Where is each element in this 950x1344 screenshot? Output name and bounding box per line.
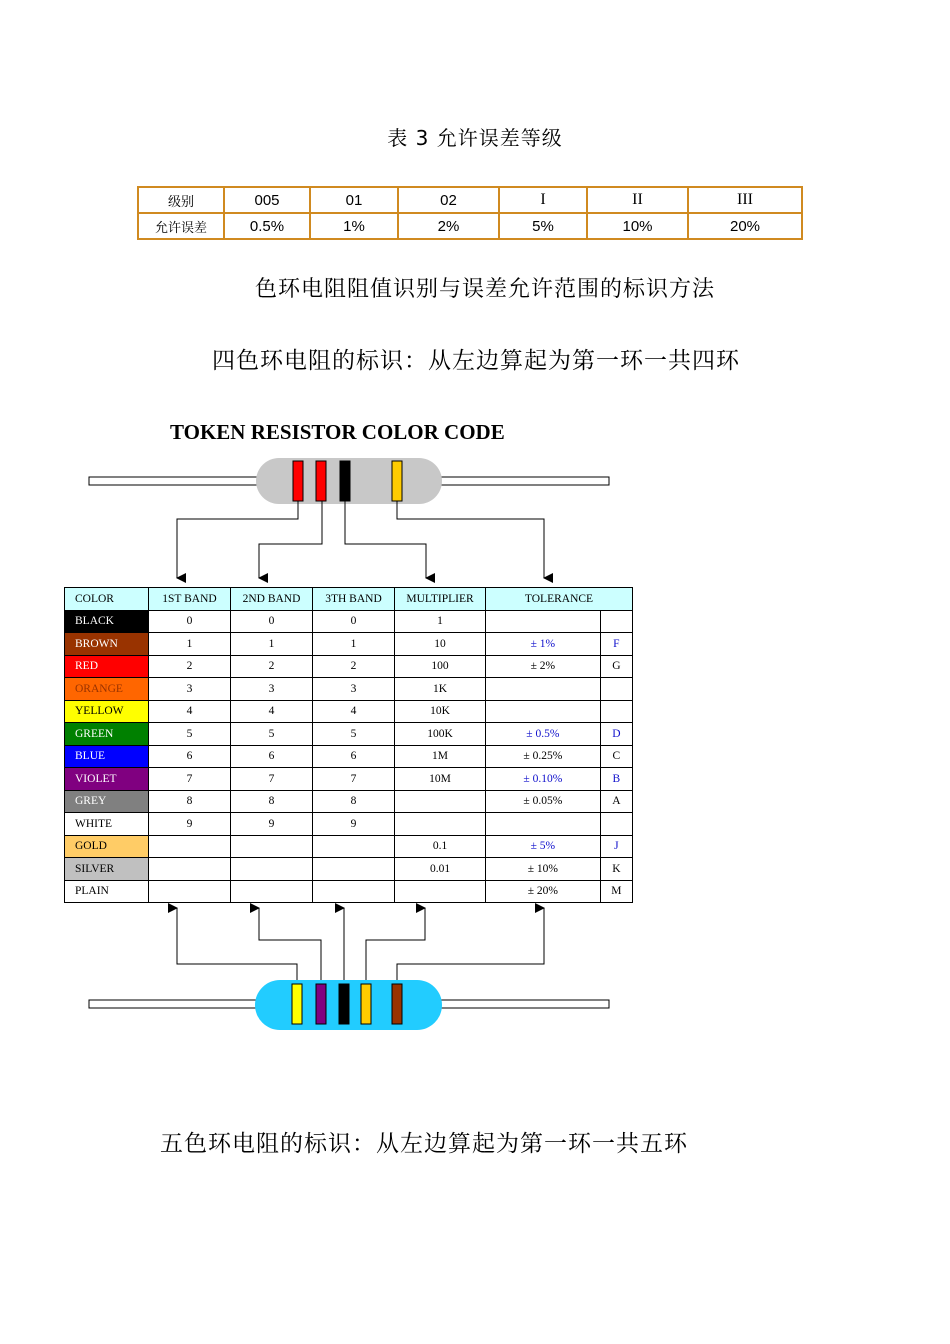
band-digit-cell: 8 — [149, 790, 231, 813]
header-cell: 2ND BAND — [231, 588, 313, 611]
resistor-top-band-2 — [316, 461, 326, 501]
tolerance-cell: 5% — [499, 213, 587, 239]
tolerance-cell: ± 2% — [486, 655, 601, 678]
arrow-band2-bottom — [259, 908, 321, 985]
tolerance-label-cell: 允许误差 — [138, 213, 224, 239]
band-digit-cell: 3 — [231, 678, 313, 701]
multiplier-cell: 1K — [395, 678, 486, 701]
color-name-cell: BROWN — [65, 633, 149, 656]
tolerance-cell: 0.5% — [224, 213, 310, 239]
tolerance-cell — [486, 610, 601, 633]
multiplier-cell: 0.01 — [395, 858, 486, 881]
color-name-cell: VIOLET — [65, 768, 149, 791]
band-digit-cell: 5 — [149, 723, 231, 746]
color-name-cell: WHITE — [65, 813, 149, 836]
color-row — [65, 723, 633, 746]
band-digit-cell — [313, 880, 395, 903]
band-digit-cell: 9 — [149, 813, 231, 836]
tolerance-code-cell — [600, 678, 632, 701]
band-digit-cell — [313, 858, 395, 881]
band-digit-cell — [149, 835, 231, 858]
tolerance-code-cell — [600, 700, 632, 723]
tolerance-cell: 20% — [688, 213, 802, 239]
resistor-top-band-3 — [340, 461, 350, 501]
band-digit-cell — [231, 835, 313, 858]
tolerance-cell: 2% — [398, 213, 499, 239]
multiplier-cell: 10M — [395, 768, 486, 791]
band-digit-cell: 3 — [149, 678, 231, 701]
band-digit-cell: 4 — [313, 700, 395, 723]
multiplier-cell: 1 — [395, 610, 486, 633]
color-name-cell: ORANGE — [65, 678, 149, 701]
color-row — [65, 655, 633, 678]
top-connector-arrows — [177, 501, 544, 578]
band-digit-cell: 4 — [149, 700, 231, 723]
arrow-tolerance-bottom — [397, 908, 544, 985]
multiplier-cell — [395, 813, 486, 836]
header-cell: MULTIPLIER — [395, 588, 486, 611]
grade-label-cell: 级别 — [138, 187, 224, 213]
arrow-tolerance — [397, 501, 544, 578]
band-digit-cell — [149, 858, 231, 881]
tolerance-cell: ± 0.05% — [486, 790, 601, 813]
tolerance-cell: ± 0.10% — [486, 768, 601, 791]
color-row — [65, 700, 633, 723]
grade-cell: 01 — [310, 187, 398, 213]
multiplier-cell: 0.1 — [395, 835, 486, 858]
tolerance-cell — [486, 678, 601, 701]
band-digit-cell: 5 — [231, 723, 313, 746]
header-cell: TOLERANCE — [486, 588, 633, 611]
header-cell: 3TH BAND — [313, 588, 395, 611]
tolerance-code-cell: K — [600, 858, 632, 881]
header-cell: COLOR — [65, 588, 149, 611]
arrow-band1 — [177, 501, 298, 578]
table3-caption: 表 3 允许误差等级 — [387, 126, 563, 150]
band-digit-cell: 2 — [231, 655, 313, 678]
resistor-bottom-band-2 — [316, 984, 326, 1024]
resistor-bottom-band-3 — [339, 984, 349, 1024]
color-row — [65, 633, 633, 656]
color-name-cell: BLUE — [65, 745, 149, 768]
band-digit-cell: 1 — [231, 633, 313, 656]
grade-cell: 005 — [224, 187, 310, 213]
band-digit-cell — [149, 880, 231, 903]
color-name-cell: YELLOW — [65, 700, 149, 723]
band-digit-cell — [313, 835, 395, 858]
resistor-bottom-band-5 — [392, 984, 402, 1024]
band-digit-cell — [231, 880, 313, 903]
band-digit-cell: 6 — [231, 745, 313, 768]
multiplier-cell — [395, 880, 486, 903]
arrow-multiplier-bottom — [366, 908, 425, 985]
tolerance-cell: 1% — [310, 213, 398, 239]
multiplier-cell: 1M — [395, 745, 486, 768]
color-name-cell: GREY — [65, 790, 149, 813]
color-row — [65, 880, 633, 903]
resistor-bottom-band-4 — [361, 984, 371, 1024]
color-row — [65, 610, 633, 633]
color-name-cell: GREEN — [65, 723, 149, 746]
color-row — [65, 813, 633, 836]
band-digit-cell: 7 — [231, 768, 313, 791]
band-digit-cell: 9 — [231, 813, 313, 836]
band-digit-cell: 4 — [231, 700, 313, 723]
color-row — [65, 678, 633, 701]
tolerance-code-cell — [600, 610, 632, 633]
diagram-title: TOKEN RESISTOR COLOR CODE — [170, 420, 505, 444]
tolerance-code-cell: D — [600, 723, 632, 746]
header-cell: 1ST BAND — [149, 588, 231, 611]
color-name-cell: BLACK — [65, 610, 149, 633]
band-digit-cell: 0 — [149, 610, 231, 633]
multiplier-cell: 10 — [395, 633, 486, 656]
color-code-table — [64, 587, 633, 903]
resistor-top-band-4 — [392, 461, 402, 501]
band-digit-cell: 0 — [231, 610, 313, 633]
multiplier-cell — [395, 790, 486, 813]
band-digit-cell: 3 — [313, 678, 395, 701]
band-digit-cell: 1 — [149, 633, 231, 656]
band-digit-cell: 9 — [313, 813, 395, 836]
arrow-band2 — [259, 501, 322, 578]
tolerance-code-cell — [600, 813, 632, 836]
band-digit-cell — [231, 858, 313, 881]
band-digit-cell: 6 — [149, 745, 231, 768]
band-digit-cell: 2 — [313, 655, 395, 678]
color-row — [65, 790, 633, 813]
tolerance-cell: ± 0.5% — [486, 723, 601, 746]
band-digit-cell: 6 — [313, 745, 395, 768]
tolerance-cell: ± 0.25% — [486, 745, 601, 768]
arrow-multiplier — [345, 501, 426, 578]
bottom-connector-arrows — [177, 908, 544, 985]
resistor-top — [89, 458, 609, 504]
band-digit-cell: 8 — [231, 790, 313, 813]
grade-cell: III — [688, 187, 802, 213]
tolerance-cell: ± 20% — [486, 880, 601, 903]
color-table-header — [65, 588, 633, 611]
color-name-cell: RED — [65, 655, 149, 678]
color-row — [65, 858, 633, 881]
band-digit-cell: 0 — [313, 610, 395, 633]
color-row — [65, 768, 633, 791]
band-digit-cell: 2 — [149, 655, 231, 678]
resistor-top-band-1 — [293, 461, 303, 501]
color-name-cell: SILVER — [65, 858, 149, 881]
grade-cell: I — [499, 187, 587, 213]
band-digit-cell: 5 — [313, 723, 395, 746]
color-name-cell: PLAIN — [65, 880, 149, 903]
multiplier-cell: 100 — [395, 655, 486, 678]
arrow-band1-bottom — [177, 908, 297, 985]
band-digit-cell: 7 — [149, 768, 231, 791]
tolerance-code-cell: F — [600, 633, 632, 656]
band-digit-cell: 8 — [313, 790, 395, 813]
grade-cell: 02 — [398, 187, 499, 213]
tolerance-cell: 10% — [587, 213, 688, 239]
tolerance-code-cell: A — [600, 790, 632, 813]
tolerance-code-cell: G — [600, 655, 632, 678]
tolerance-cell — [486, 700, 601, 723]
tolerance-cell: ± 10% — [486, 858, 601, 881]
multiplier-cell: 100K — [395, 723, 486, 746]
main-heading: 色环电阻阻值识别与误差允许范围的标识方法 — [255, 277, 716, 302]
grade-cell: II — [587, 187, 688, 213]
tolerance-code-cell: J — [600, 835, 632, 858]
multiplier-cell: 10K — [395, 700, 486, 723]
tolerance-code-cell: C — [600, 745, 632, 768]
band-digit-cell: 1 — [313, 633, 395, 656]
color-name-cell: GOLD — [65, 835, 149, 858]
five-band-heading: 五色环电阻的标识：从左边算起为第一环一共五环 — [160, 1131, 688, 1157]
tolerance-cell: ± 5% — [486, 835, 601, 858]
color-row — [65, 835, 633, 858]
tolerance-code-cell: M — [600, 880, 632, 903]
color-row — [65, 745, 633, 768]
resistor-bottom-band-1 — [292, 984, 302, 1024]
tolerance-code-cell: B — [600, 768, 632, 791]
tolerance-cell — [486, 813, 601, 836]
resistor-bottom — [89, 980, 609, 1030]
tolerance-cell: ± 1% — [486, 633, 601, 656]
band-digit-cell: 7 — [313, 768, 395, 791]
four-band-heading: 四色环电阻的标识：从左边算起为第一环一共四环 — [212, 348, 740, 374]
